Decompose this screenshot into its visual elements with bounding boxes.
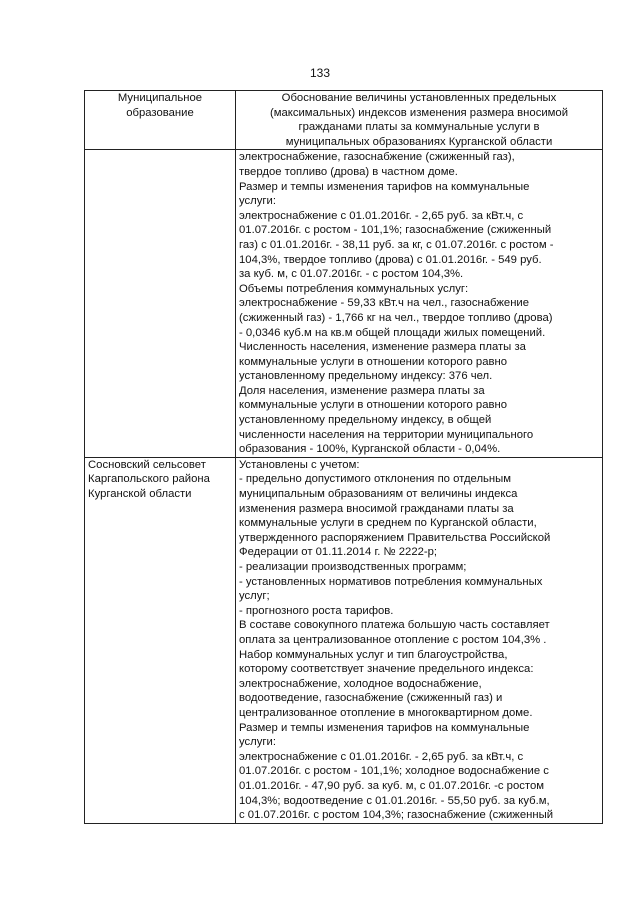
text-line: утвержденного распоряжением Правительства Российской (239, 531, 551, 544)
text-line: Муниципальное (117, 92, 203, 104)
text-line: электроснабжение, холодное водоснабжение, (239, 677, 482, 690)
text-line: (сжиженный газ) - 1,766 кг на чел., твердое топливо (дрова) (239, 311, 553, 324)
row2-municipality (85, 457, 236, 823)
text-line: (максимальных) индексов изменения размера вносимой (269, 106, 569, 119)
text-line: В составе совокупного платежа большую часть составляет (239, 619, 550, 632)
text-line: 01.07.2016г. с ростом - 101,1%; газоснабжение (сжиженный (239, 224, 552, 237)
text-line: электроснабжение с 01.01.2016г. - 2,65 руб. за кВт.ч, с (239, 209, 524, 222)
text-line: - установленных нормативов потребления коммунальных (239, 575, 543, 588)
text-line: изменения размера вносимой гражданами платы за (239, 502, 514, 515)
text-line: оплата за централизованное отопление с ростом 104,3% . (239, 633, 547, 646)
text-line: Обоснование величины установленных предельных (281, 92, 557, 104)
text-line: Набор коммунальных услуг и тип благоустройства, (239, 648, 508, 661)
page-number: 133 (309, 66, 331, 80)
text-line: - 0,0346 куб.м на кв.м общей площади жилых помещений. (239, 326, 546, 339)
text-line: 01.01.2016г. - 47,90 руб. за куб. м, с 01.07.2016г. -с ростом (239, 779, 544, 792)
text-line: - предельно допустимого отклонения по отдельным (239, 473, 512, 486)
text-line: Курганской области (88, 488, 192, 501)
text-line: Доля населения, изменение размера платы за (239, 384, 485, 397)
text-line: - прогнозного роста тарифов. (239, 604, 394, 617)
text-line: электроснабжение, газоснабжение (сжиженный газ), (239, 151, 515, 164)
table-row (85, 457, 603, 823)
text-line: твердое топливо (дрова) в частном доме. (239, 165, 458, 178)
text-line: услуги: (239, 195, 276, 208)
text-line: установленному предельному индексу, в общей (239, 414, 492, 427)
header-municipality (85, 91, 236, 150)
text-line: услуг; (239, 590, 270, 603)
text-line: численности населения на территории муниципального (239, 428, 534, 441)
text-line: услуги: (239, 736, 276, 749)
text-line: 104,3%, твердое топливо (дрова) с 01.01.2016г. - 549 руб. (239, 253, 542, 266)
text-line: муниципальным образованиям от величины индекса (239, 488, 518, 501)
text-line: Численность населения, изменение размера платы за (239, 341, 526, 354)
text-line: водоотведение, газоснабжение (сжиженный газ) и (239, 692, 503, 705)
text-line: 104,3%; водоотведение с 01.01.2016г. - 55,50 руб. за куб.м, (239, 794, 550, 807)
text-line: которому соответствует значение предельного индекса: (239, 663, 534, 676)
text-line: муниципальных образованиях Курганской области (285, 135, 553, 148)
text-line: Каргапольского района (88, 473, 210, 486)
text-line: образования - 100%, Курганской области - 0,04%. (239, 443, 501, 456)
text-line: Сосновский сельсовет (88, 458, 206, 471)
text-line: за куб. м, с 01.07.2016г. - с ростом 104,3%. (239, 268, 464, 281)
text-line: коммунальные услуги в отношении которого равно (239, 399, 508, 412)
text-line: гражданами платы за коммунальные услуги в (298, 121, 540, 134)
text-line: образование (126, 106, 194, 119)
text-line: коммунальные услуги в отношении которого равно (239, 355, 508, 368)
text-line: 01.07.2016г. с ростом - 101,1%; холодное водоснабжение с (239, 765, 549, 778)
text-line: Размер и темпы изменения тарифов на коммунальные (239, 180, 530, 193)
row1-justification (236, 150, 603, 457)
row1-municipality (85, 150, 236, 457)
text-line: электроснабжение с 01.01.2016г. - 2,65 руб. за кВт.ч, с (239, 750, 524, 763)
text-line: коммунальные услуги в среднем по Курганской области, (239, 517, 537, 530)
text-line: установленному предельному индексу: 376 чел. (239, 370, 493, 383)
tariff-table (84, 90, 603, 824)
table-header-row (85, 91, 603, 150)
header-justification (236, 91, 603, 150)
text-line: с 01.07.2016г. с ростом 104,3%; газоснабжение (сжиженный (239, 809, 554, 822)
table-row (85, 150, 603, 457)
text-line: газ) с 01.01.2016г. - 38,11 руб. за кг, с 01.07.2016г. с ростом - (239, 238, 554, 251)
text-line: Установлены с учетом: (239, 458, 360, 471)
row2-justification (236, 457, 603, 823)
text-line: - реализации производственных программ; (239, 561, 467, 573)
text-line: централизованное отопление в многоквартирном доме. (239, 706, 533, 719)
text-line: электроснабжение - 59,33 кВт.ч на чел., газоснабжение (239, 297, 530, 310)
text-line: Размер и темпы изменения тарифов на коммунальные (239, 721, 530, 734)
text-line: Объемы потребления коммунальных услуг: (239, 282, 469, 295)
text-line: Федерации от 01.11.2014 г. № 2222-р; (239, 546, 438, 559)
